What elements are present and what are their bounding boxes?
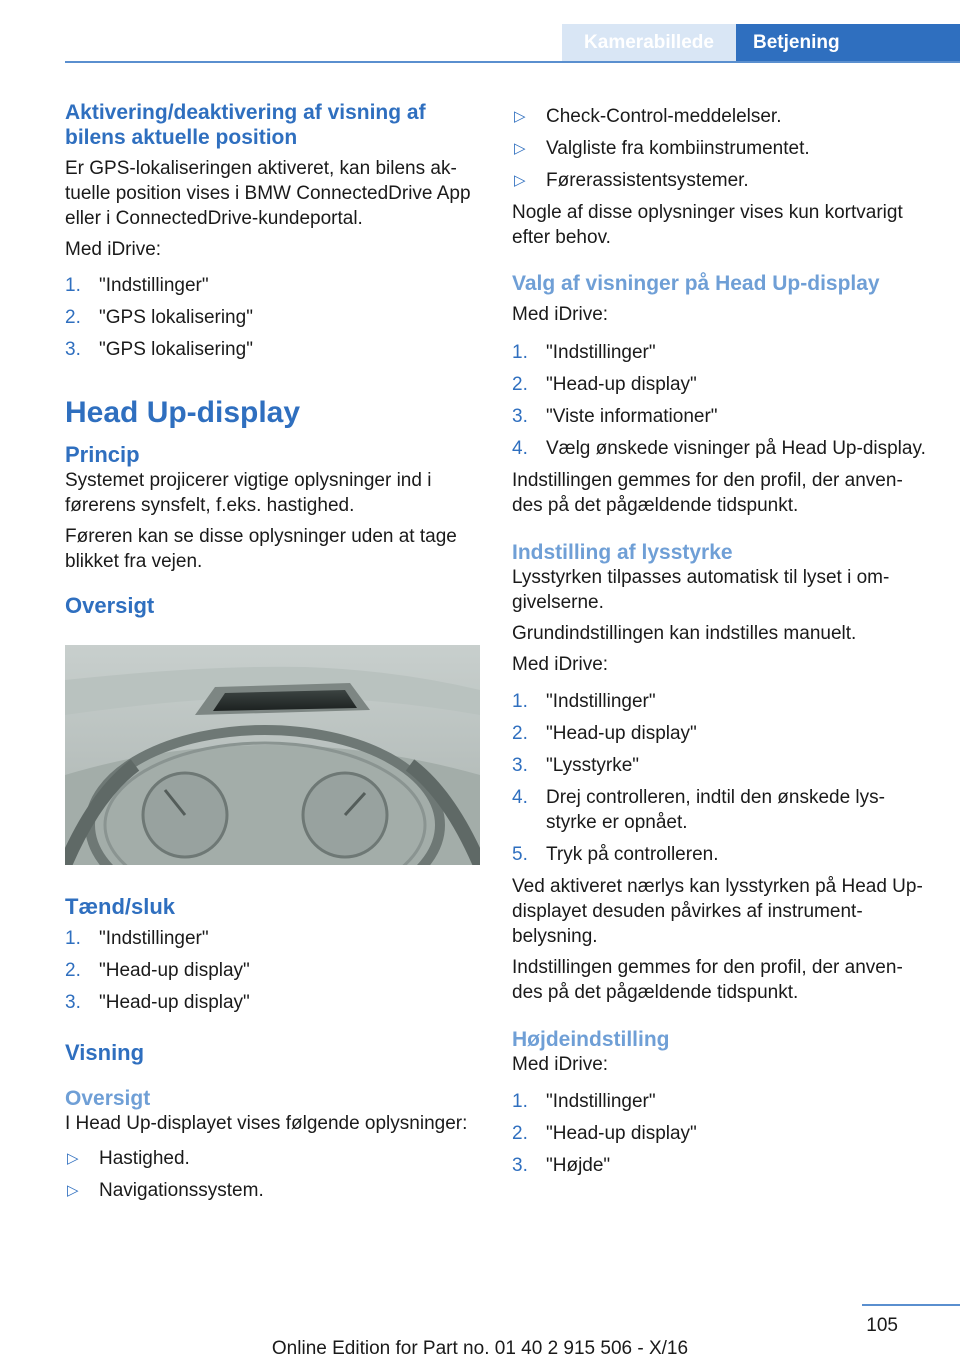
list-item (512, 372, 927, 397)
left-column (65, 100, 483, 1210)
height-heading: Højdeindstilling (512, 1028, 670, 1051)
list-item (512, 1153, 927, 1178)
select-idrive: Med iDrive: (512, 304, 609, 325)
step-number: 2. (512, 374, 528, 395)
select-steps (512, 340, 927, 461)
step-number: 4. (512, 438, 528, 459)
step-number: 3. (512, 755, 528, 776)
list-item (512, 721, 927, 746)
tab-betjening[interactable]: Betjening (736, 24, 960, 61)
gps-heading: Aktivering/deaktivering af visning af bilens aktuelle position (65, 101, 426, 149)
list-item (512, 404, 927, 429)
select-heading: Valg af visninger på Head Up-display (512, 272, 880, 295)
step-text: "Viste informationer" (546, 406, 718, 427)
list-item (65, 926, 483, 951)
hud-illustration (65, 645, 480, 865)
item-text: Valgliste fra kombiinstrumentet. (546, 138, 810, 159)
list-item (65, 305, 483, 330)
step-text: "GPS lokalisering" (99, 307, 253, 328)
overview-heading: Oversigt (65, 593, 155, 618)
principle-heading: Princip (65, 442, 140, 467)
step-number: 2. (512, 723, 528, 744)
brightness-steps (512, 689, 927, 867)
step-text: Drej controlleren, indtil den ønskede lysstyrke er opnået. (546, 787, 885, 833)
height-idrive: Med iDrive: (512, 1054, 609, 1075)
step-text: "Højde" (546, 1155, 611, 1176)
step-text: "Indstillinger" (546, 1091, 656, 1112)
page-title: Head Up-display (65, 396, 301, 429)
step-number: 5. (512, 844, 528, 865)
onoff-steps (65, 926, 483, 1015)
step-text: "Indstillinger" (546, 342, 656, 363)
step-number: 2. (65, 307, 81, 328)
triangle-right-icon: ▷ (514, 140, 526, 157)
list-item (512, 340, 927, 365)
display-overview-heading: Oversigt (65, 1087, 151, 1110)
gps-idrive: Med iDrive: (65, 239, 162, 260)
list-item (512, 168, 927, 193)
step-text: Vælg ønskede visninger på Head Up-display. (546, 438, 926, 459)
tab-kamerabillede[interactable]: Kamerabillede (562, 24, 736, 61)
list-item (512, 1121, 927, 1146)
display-note: Nogle af disse oplysninger vises kun kortvarigt efter behov. (512, 202, 903, 248)
principle-text-2: Føreren kan se disse oplysninger uden at tage blikket fra vejen. (65, 526, 457, 572)
onoff-heading: Tænd/sluk (65, 894, 176, 919)
item-text: Hastighed. (99, 1148, 190, 1169)
triangle-right-icon: ▷ (514, 108, 526, 125)
step-number: 1. (512, 342, 528, 363)
step-text: "Indstillinger" (99, 275, 209, 296)
item-text: Førerassistentsystemer. (546, 170, 749, 191)
header-rule (65, 61, 960, 63)
brightness-text-1: Lysstyrken tilpasses automatisk til lyset i omgivelserne. (512, 567, 890, 613)
gps-text: Er GPS-lokaliseringen aktiveret, kan bilens aktuelle position vises i BMW ConnectedDrive App eller i ConnectedDrive-kundeportal. (65, 158, 471, 229)
list-item (512, 1089, 927, 1114)
step-text: "Lysstyrke" (546, 755, 640, 776)
triangle-right-icon: ▷ (514, 172, 526, 189)
display-heading: Visning (65, 1040, 145, 1065)
list-item (65, 1146, 483, 1171)
page-number: 105 (866, 1315, 898, 1336)
principle-text-1: Systemet projicerer vigtige oplysninger ind i førerens synsfelt, f.eks. hastighed. (65, 470, 432, 516)
step-text: Tryk på controlleren. (546, 844, 719, 865)
step-number: 3. (512, 1155, 528, 1176)
right-column (512, 104, 927, 1185)
step-text: "Head-up display" (546, 723, 697, 744)
brightness-note: Ved aktiveret nærlys kan lysstyrken på Head Up-displayet desuden påvirkes af instrumentbelysning. (512, 876, 923, 947)
list-item (65, 273, 483, 298)
display-items-right (512, 104, 927, 193)
step-text: "Head-up display" (99, 992, 250, 1013)
list-item (512, 436, 927, 461)
height-steps (512, 1089, 927, 1178)
brightness-saved: Indstillingen gemmes for den profil, der anvendes på det pågældende tidspunkt. (512, 957, 903, 1003)
footer-rule (862, 1304, 960, 1306)
list-item (65, 958, 483, 983)
step-text: "Head-up display" (546, 1123, 697, 1144)
gps-steps (65, 273, 483, 362)
list-item (512, 689, 927, 714)
list-item (512, 136, 927, 161)
step-text: "Head-up display" (99, 960, 250, 981)
list-item (512, 785, 927, 835)
edition-note: Online Edition for Part no. 01 40 2 915 506 - X/16 (271, 1338, 689, 1359)
step-text: "Head-up display" (546, 374, 697, 395)
brightness-text-2: Grundindstillingen kan indstilles manuelt. (512, 623, 857, 644)
list-item (512, 104, 927, 129)
list-item (65, 990, 483, 1015)
step-text: "Indstillinger" (546, 691, 656, 712)
list-item (65, 1178, 483, 1203)
step-number: 1. (65, 275, 81, 296)
brightness-idrive: Med iDrive: (512, 654, 609, 675)
step-number: 1. (65, 928, 81, 949)
step-number: 3. (65, 339, 81, 360)
triangle-right-icon: ▷ (67, 1150, 79, 1167)
list-item (65, 337, 483, 362)
select-saved: Indstillingen gemmes for den profil, der anvendes på det pågældende tidspunkt. (512, 470, 903, 516)
display-overview-text: I Head Up-displayet vises følgende oplysninger: (65, 1113, 468, 1134)
step-text: "GPS lokalisering" (99, 339, 253, 360)
step-number: 3. (65, 992, 81, 1013)
display-items-left (65, 1146, 483, 1203)
brightness-heading: Indstilling af lysstyrke (512, 541, 733, 564)
step-number: 1. (512, 1091, 528, 1112)
step-number: 3. (512, 406, 528, 427)
step-number: 4. (512, 787, 528, 808)
step-text: "Indstillinger" (99, 928, 209, 949)
list-item (512, 842, 927, 867)
step-number: 1. (512, 691, 528, 712)
item-text: Check-Control-meddelelser. (546, 106, 782, 127)
triangle-right-icon: ▷ (67, 1182, 79, 1199)
list-item (512, 753, 927, 778)
item-text: Navigationssystem. (99, 1180, 264, 1201)
step-number: 2. (65, 960, 81, 981)
step-number: 2. (512, 1123, 528, 1144)
